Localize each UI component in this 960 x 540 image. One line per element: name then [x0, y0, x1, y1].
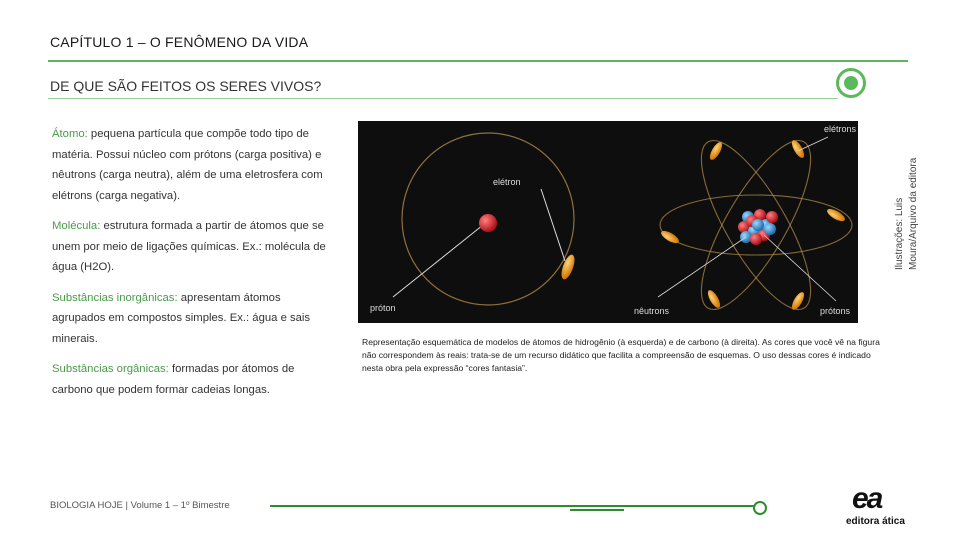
header-rule — [48, 60, 908, 62]
label-neutrons: nêutrons — [634, 306, 670, 316]
proton-pointer — [393, 221, 488, 297]
carbon-electron — [706, 288, 723, 309]
neutron — [764, 223, 776, 235]
protons-pointer — [764, 235, 836, 301]
atom-models-svg — [358, 121, 858, 323]
chapter-title: CAPÍTULO 1 – O FENÔMENO DA VIDA — [50, 34, 309, 50]
proton — [750, 233, 762, 245]
credit-line-1: Ilustrações: Luis — [894, 197, 905, 270]
logo-mark: ea — [852, 482, 882, 515]
figure-caption: Representação esquemática de modelos de átomos de hidrogênio (à esquerda) e de carbono (à direita). As cores que você vê na figura não correspondem às reais: trata-se de um recurso didático que facilita a compreensão de esquemas. O uso dessas cores é indicado nesta obra pela expressão “cores fantasia”. — [362, 337, 880, 373]
definition-term: Molécula: — [52, 220, 101, 232]
section-rule — [48, 98, 838, 99]
definition-text: apresentam átomos agrupados em compostos simples. Ex.: água e sais minerais. — [52, 291, 311, 345]
neutrons-pointer — [658, 237, 746, 297]
neutron — [752, 219, 764, 231]
carbon-electron — [825, 207, 846, 224]
carbon-electron — [708, 140, 725, 161]
hydrogen-atom — [370, 133, 577, 313]
footer-book-title: BIOLOGIA HOJE | Volume 1 – 1º Bimestre — [50, 500, 230, 511]
definition-organic — [52, 359, 337, 400]
definitions-list — [52, 124, 337, 410]
electrons-pointer — [798, 137, 828, 151]
atom-models-illustration — [358, 121, 858, 323]
definition-term: Substâncias orgânicas: — [52, 363, 169, 375]
credit-line-2: Moura/Arquivo da editora — [908, 157, 919, 270]
definition-atom — [52, 124, 337, 206]
image-credit — [892, 120, 928, 270]
definition-text: estrutura formada a partir de átomos que se unem por meio de ligações químicas. Ex.: molécula de água (H2O). — [52, 220, 326, 273]
label-protons: prótons — [820, 306, 851, 316]
carbon-electron — [659, 229, 680, 246]
section-title: DE QUE SÃO FEITOS OS SERES VIVOS? — [50, 78, 322, 94]
definition-molecule — [52, 216, 337, 278]
label-electrons: elétrons — [824, 124, 857, 134]
footer-rule — [270, 505, 754, 507]
definition-text: formadas por átomos de carbono que podem formar cadeias longas. — [52, 363, 295, 396]
label-proton: próton — [370, 303, 396, 313]
label-electron: elétron — [493, 177, 521, 187]
logo-text: editora ática — [846, 516, 905, 527]
carbon-atom — [634, 124, 857, 323]
decorative-circle-icon — [836, 68, 866, 98]
footer-circle-icon — [753, 501, 767, 515]
footer-rule-accent — [570, 509, 624, 511]
proton — [766, 211, 778, 223]
hydrogen-electron — [559, 253, 577, 281]
carbon-nucleus — [738, 209, 778, 245]
definition-text: pequena partícula que compõe todo tipo de matéria. Possui núcleo com prótons (carga positiva) e nêutrons (carga neutra), além de uma eletrosfera com elétrons (carga negativa). — [52, 128, 323, 202]
electron-pointer — [541, 189, 565, 261]
publisher-logo — [846, 482, 910, 528]
definition-term: Átomo: — [52, 128, 88, 140]
hydrogen-proton — [479, 214, 497, 232]
definition-term: Substâncias inorgânicas: — [52, 291, 178, 304]
definition-inorganic — [52, 288, 337, 350]
